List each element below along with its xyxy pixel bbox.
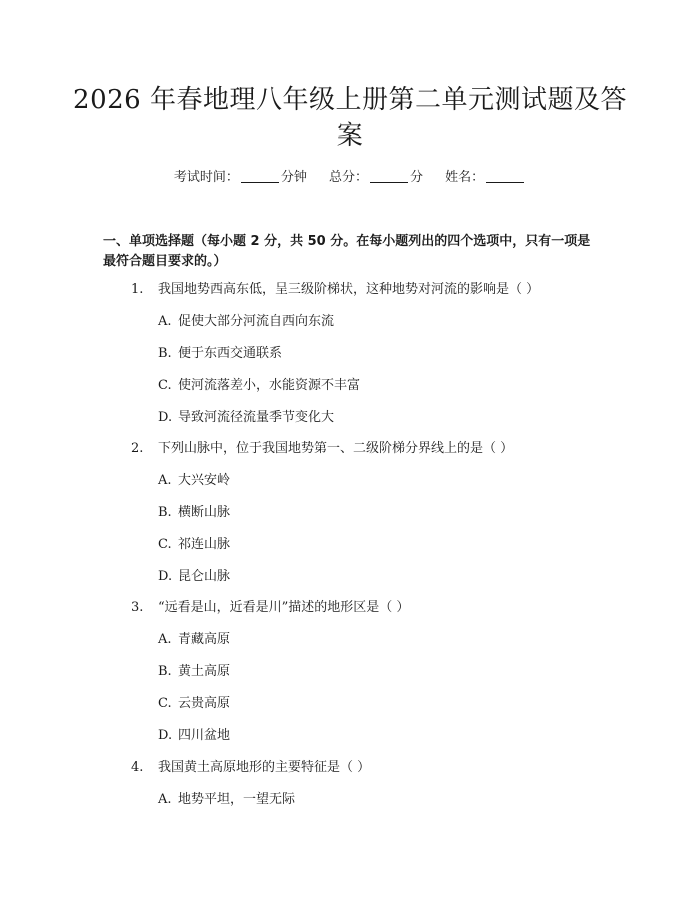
- option-text: 青藏高原: [178, 632, 231, 647]
- option-1d: [158, 408, 598, 428]
- exam-meta: [0, 168, 700, 188]
- exam-score-blank: [370, 168, 408, 183]
- option-2d: [158, 567, 598, 587]
- option-text: 便于东西交通联系: [178, 346, 283, 361]
- option-text: 昆仑山脉: [178, 569, 231, 584]
- option-letter: A.: [158, 314, 172, 329]
- option-1b: [158, 344, 598, 364]
- option-text: 大兴安岭: [178, 473, 231, 488]
- exam-score: [329, 168, 423, 188]
- question-text: 我国地势西高东低，呈三级阶梯状，这种地势对河流的影响是（ ）: [158, 282, 540, 297]
- option-text: 四川盆地: [178, 728, 231, 743]
- option-letter: B.: [158, 664, 172, 679]
- option-letter: B.: [158, 346, 172, 361]
- option-letter: C.: [158, 696, 172, 711]
- option-letter: C.: [158, 537, 172, 552]
- option-letter: D.: [158, 569, 173, 584]
- option-1a: [158, 312, 598, 332]
- document-title: 2026 年春地理八年级上册第二单元测试题及答案: [73, 85, 627, 151]
- exam-time-label: 考试时间：: [173, 170, 239, 185]
- question-number: 1.: [131, 282, 144, 297]
- option-text: 促使大部分河流自西向东流: [178, 314, 335, 329]
- option-letter: A.: [158, 473, 172, 488]
- exam-name: [445, 168, 526, 188]
- question-4: [131, 758, 601, 778]
- exam-time-unit: 分钟: [280, 170, 307, 185]
- option-3d: [158, 726, 598, 746]
- option-2a: [158, 471, 598, 491]
- option-2b: [158, 503, 598, 523]
- option-letter: C.: [158, 378, 172, 393]
- question-text: “远看是山，近看是川”描述的地形区是（ ）: [158, 600, 410, 615]
- question-number: 3.: [131, 600, 144, 615]
- option-letter: A.: [158, 792, 172, 807]
- option-letter: D.: [158, 410, 173, 425]
- option-letter: B.: [158, 505, 172, 520]
- option-3b: [158, 662, 598, 682]
- question-number: 4.: [131, 760, 144, 775]
- option-3c: [158, 694, 598, 714]
- question-2: [131, 439, 601, 459]
- exam-score-label: 总分：: [328, 170, 368, 185]
- exam-score-unit: 分: [410, 170, 424, 185]
- exam-name-label: 姓名：: [445, 170, 485, 185]
- option-text: 黄土高原: [178, 664, 231, 679]
- option-2c: [158, 535, 598, 555]
- option-letter: D.: [158, 728, 173, 743]
- option-4a: [158, 790, 598, 810]
- option-text: 祁连山脉: [178, 537, 231, 552]
- option-text: 云贵高原: [178, 696, 231, 711]
- option-letter: A.: [158, 632, 172, 647]
- question-text: 下列山脉中，位于我国地势第一、二级阶梯分界线上的是（ ）: [158, 441, 514, 456]
- option-text: 使河流落差小，水能资源不丰富: [178, 378, 361, 393]
- option-text: 导致河流径流量季节变化大: [178, 410, 335, 425]
- option-1c: [158, 376, 598, 396]
- exam-time-blank: [241, 168, 279, 183]
- question-1: [131, 280, 601, 300]
- question-number: 2.: [131, 441, 144, 456]
- exam-name-blank: [486, 168, 524, 183]
- question-text: 我国黄土高原地形的主要特征是（ ）: [158, 760, 371, 775]
- option-3a: [158, 630, 598, 650]
- question-3: [131, 598, 601, 618]
- option-text: 地势平坦，一望无际: [178, 792, 296, 807]
- section-heading: 一、单项选择题（每小题 2 分，共 50 分。在每小题列出的四个选项中，只有一项是最符合题目要求的。）: [103, 234, 591, 269]
- exam-time: [174, 168, 307, 188]
- option-text: 横断山脉: [178, 505, 231, 520]
